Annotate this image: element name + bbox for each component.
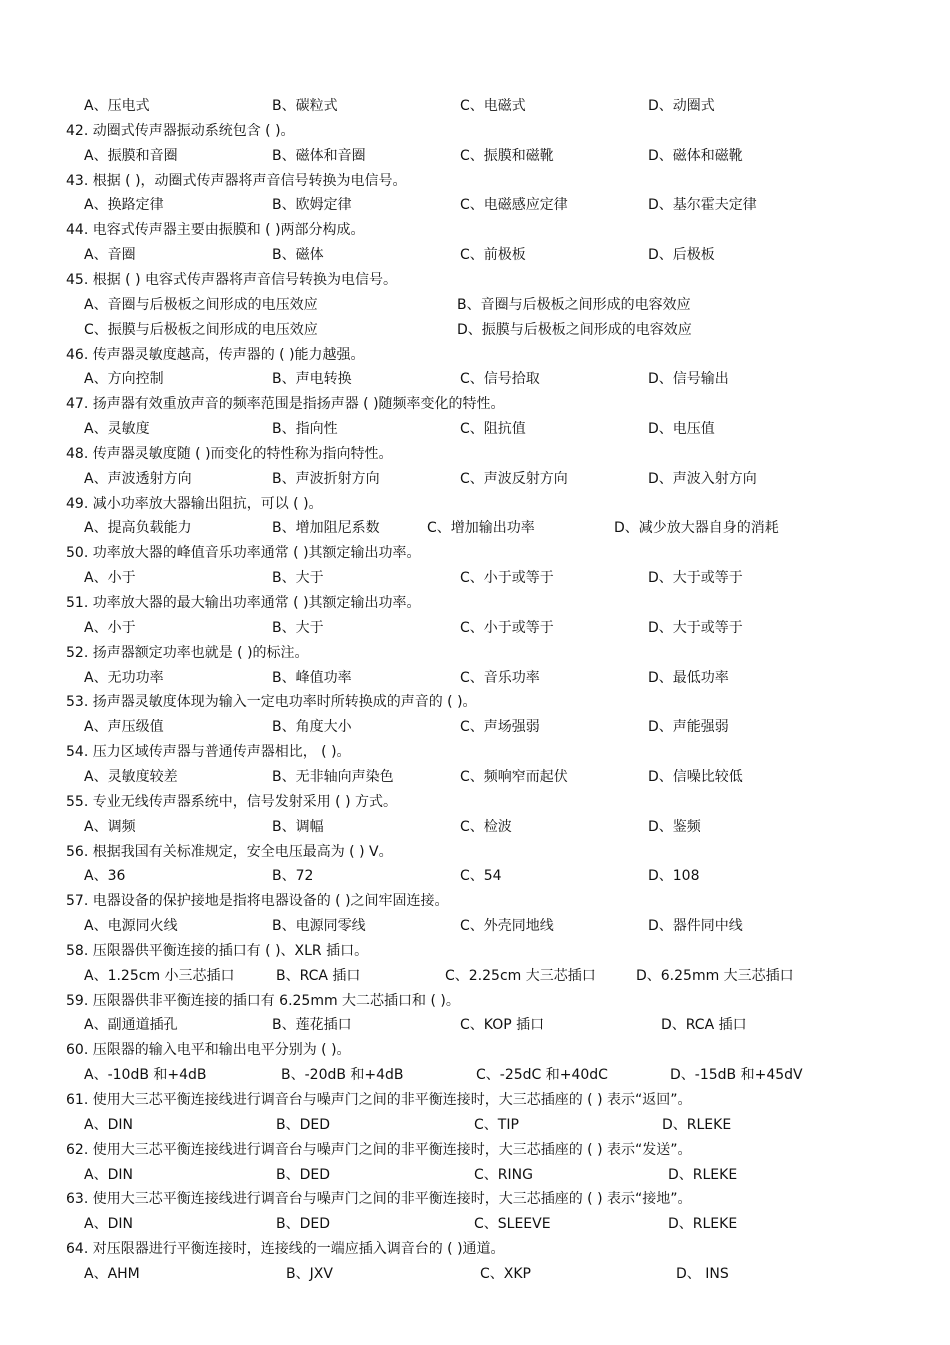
answer-option: A、换路定律 (84, 197, 164, 213)
question-text: 49. 减小功率放大器输出阻抗，可以 ( )。 (66, 496, 323, 512)
answer-option: D、RCA 插口 (661, 1017, 747, 1033)
answer-option: A、振膜和音圈 (84, 148, 178, 164)
question-text: 43. 根据 ( )，动圈式传声器将声音信号转换为电信号。 (66, 173, 407, 189)
question-text: 62. 使用大三芯平衡连接线进行调音台与噪声门之间的非平衡连接时，大三芯插座的 ( ) 表示“发送”。 (66, 1142, 692, 1158)
answer-option: B、调幅 (272, 819, 324, 835)
question-text: 46. 传声器灵敏度越高，传声器的 ( )能力越强。 (66, 347, 365, 363)
answer-option: D、 INS (676, 1266, 729, 1282)
answer-option: B、JXV (286, 1266, 333, 1282)
answer-option: B、音圈与后极板之间形成的电容效应 (457, 297, 691, 313)
answer-option: B、声电转换 (272, 371, 352, 387)
question-text: 64. 对压限器进行平衡连接时，连接线的一端应插入调音台的 ( )通道。 (66, 1241, 505, 1257)
answer-option: A、提高负载能力 (84, 520, 192, 536)
answer-option: A、音圈 (84, 247, 136, 263)
answer-option: A、DIN (84, 1117, 133, 1133)
answer-option: C、KOP 插口 (460, 1017, 545, 1033)
answer-option: A、电源同火线 (84, 918, 178, 934)
answer-option: D、磁体和磁靴 (648, 148, 743, 164)
question-text: 47. 扬声器有效重放声音的频率范围是指扬声器 ( )随频率变化的特性。 (66, 396, 505, 412)
question-text: 50. 功率放大器的峰值音乐功率通常 ( )其额定输出功率。 (66, 545, 421, 561)
answer-option: B、电源同零线 (272, 918, 366, 934)
question-text: 56. 根据我国有关标准规定，安全电压最高为 ( ) V。 (66, 844, 393, 860)
question-text: 51. 功率放大器的最大输出功率通常 ( )其额定输出功率。 (66, 595, 421, 611)
answer-option: B、磁体 (272, 247, 324, 263)
answer-option: C、音乐功率 (460, 670, 540, 686)
answer-option: D、信噪比较低 (648, 769, 743, 785)
answer-option: D、基尔霍夫定律 (648, 197, 757, 213)
answer-option: D、电压值 (648, 421, 715, 437)
question-text: 53. 扬声器灵敏度体现为输入一定电功率时所转换成的声音的 ( )。 (66, 694, 477, 710)
answer-option: B、磁体和音圈 (272, 148, 366, 164)
answer-option: C、外壳同地线 (460, 918, 554, 934)
question-text: 44. 电容式传声器主要由振膜和 ( )两部分构成。 (66, 222, 365, 238)
answer-option: C、声波反射方向 (460, 471, 568, 487)
answer-option: C、信号拾取 (460, 371, 540, 387)
answer-option: B、碳粒式 (272, 98, 338, 114)
question-text: 52. 扬声器额定功率也就是 ( )的标注。 (66, 645, 309, 661)
answer-option: C、2.25cm 大三芯插口 (445, 968, 596, 984)
answer-option: B、欧姆定律 (272, 197, 352, 213)
answer-option: B、指向性 (272, 421, 338, 437)
answer-option: D、RLEKE (668, 1216, 738, 1232)
answer-option: B、RCA 插口 (276, 968, 361, 984)
answer-option: A、无功功率 (84, 670, 164, 686)
answer-option: C、检波 (460, 819, 512, 835)
answer-option: D、大于或等于 (648, 620, 743, 636)
question-text: 55. 专业无线传声器系统中，信号发射采用 ( ) 方式。 (66, 794, 397, 810)
answer-option: C、前极板 (460, 247, 526, 263)
answer-option: A、小于 (84, 620, 136, 636)
answer-option: B、DED (276, 1216, 331, 1232)
answer-option: D、鉴频 (648, 819, 701, 835)
answer-option: D、最低功率 (648, 670, 729, 686)
answer-option: D、RLEKE (662, 1117, 732, 1133)
answer-option: B、无非轴向声染色 (272, 769, 394, 785)
answer-option: A、DIN (84, 1216, 133, 1232)
answer-option: C、振膜和磁靴 (460, 148, 554, 164)
question-text: 57. 电器设备的保护接地是指将电器设备的 ( )之间牢固连接。 (66, 893, 449, 909)
answer-option: C、电磁式 (460, 98, 526, 114)
answer-option: B、DED (276, 1167, 331, 1183)
answer-option: B、莲花插口 (272, 1017, 352, 1033)
question-text: 54. 压力区域传声器与普通传声器相比， ( )。 (66, 744, 351, 760)
answer-option: C、小于或等于 (460, 620, 554, 636)
answer-option: C、-25dC 和+40dC (476, 1067, 608, 1083)
answer-option: B、72 (272, 868, 314, 884)
answer-option: D、振膜与后极板之间形成的电容效应 (457, 322, 692, 338)
question-text: 60. 压限器的输入电平和输出电平分别为 ( )。 (66, 1042, 351, 1058)
answer-option: D、-15dB 和+45dV (670, 1067, 803, 1083)
answer-option: B、大于 (272, 620, 324, 636)
answer-option: A、压电式 (84, 98, 150, 114)
question-text: 58. 压限器供平衡连接的插口有 ( )、XLR 插口。 (66, 943, 369, 959)
answer-option: C、XKP (480, 1266, 531, 1282)
answer-option: A、1.25cm 小三芯插口 (84, 968, 235, 984)
answer-option: C、增加输出功率 (427, 520, 535, 536)
answer-option: A、调频 (84, 819, 136, 835)
answer-option: D、6.25mm 大三芯插口 (636, 968, 794, 984)
answer-option: C、阻抗值 (460, 421, 526, 437)
answer-option: A、小于 (84, 570, 136, 586)
answer-option: B、声波折射方向 (272, 471, 380, 487)
answer-option: D、声能强弱 (648, 719, 729, 735)
answer-option: B、峰值功率 (272, 670, 352, 686)
question-text: 61. 使用大三芯平衡连接线进行调音台与噪声门之间的非平衡连接时，大三芯插座的 ( ) 表示“返回”。 (66, 1092, 692, 1108)
answer-option: D、后极板 (648, 247, 715, 263)
answer-option: A、AHM (84, 1266, 140, 1282)
answer-option: A、灵敏度较差 (84, 769, 178, 785)
answer-option: C、54 (460, 868, 502, 884)
answer-option: C、SLEEVE (474, 1216, 551, 1232)
answer-option: A、36 (84, 868, 126, 884)
answer-option: C、振膜与后极板之间形成的电压效应 (84, 322, 318, 338)
answer-option: D、减少放大器自身的消耗 (614, 520, 779, 536)
answer-option: D、信号输出 (648, 371, 729, 387)
answer-option: D、108 (648, 868, 700, 884)
answer-option: A、副通道插孔 (84, 1017, 178, 1033)
answer-option: D、大于或等于 (648, 570, 743, 586)
answer-option: B、DED (276, 1117, 331, 1133)
answer-option: A、音圈与后极板之间形成的电压效应 (84, 297, 318, 313)
answer-option: A、声压级值 (84, 719, 164, 735)
question-text: 45. 根据 ( ) 电容式传声器将声音信号转换为电信号。 (66, 272, 397, 288)
answer-option: B、-20dB 和+4dB (281, 1067, 404, 1083)
answer-option: D、RLEKE (668, 1167, 738, 1183)
answer-option: A、声波透射方向 (84, 471, 192, 487)
question-text: 59. 压限器供非平衡连接的插口有 6.25mm 大二芯插口和 ( )。 (66, 993, 460, 1009)
answer-option: A、灵敏度 (84, 421, 150, 437)
question-text: 48. 传声器灵敏度随 ( )而变化的特性称为指向特性。 (66, 446, 393, 462)
answer-option: D、动圈式 (648, 98, 715, 114)
answer-option: C、小于或等于 (460, 570, 554, 586)
answer-option: C、频响窄而起伏 (460, 769, 568, 785)
question-text: 42. 动圈式传声器振动系统包含 ( )。 (66, 123, 295, 139)
answer-option: A、方向控制 (84, 371, 164, 387)
answer-option: B、增加阻尼系数 (272, 520, 380, 536)
answer-option: C、RING (474, 1167, 533, 1183)
answer-option: D、器件同中线 (648, 918, 743, 934)
answer-option: B、角度大小 (272, 719, 352, 735)
answer-option: C、TIP (474, 1117, 519, 1133)
answer-option: C、声场强弱 (460, 719, 540, 735)
answer-option: C、电磁感应定律 (460, 197, 568, 213)
answer-option: B、大于 (272, 570, 324, 586)
answer-option: A、-10dB 和+4dB (84, 1067, 207, 1083)
answer-option: D、声波入射方向 (648, 471, 757, 487)
answer-option: A、DIN (84, 1167, 133, 1183)
question-text: 63. 使用大三芯平衡连接线进行调音台与噪声门之间的非平衡连接时，大三芯插座的 ( ) 表示“接地”。 (66, 1191, 692, 1207)
